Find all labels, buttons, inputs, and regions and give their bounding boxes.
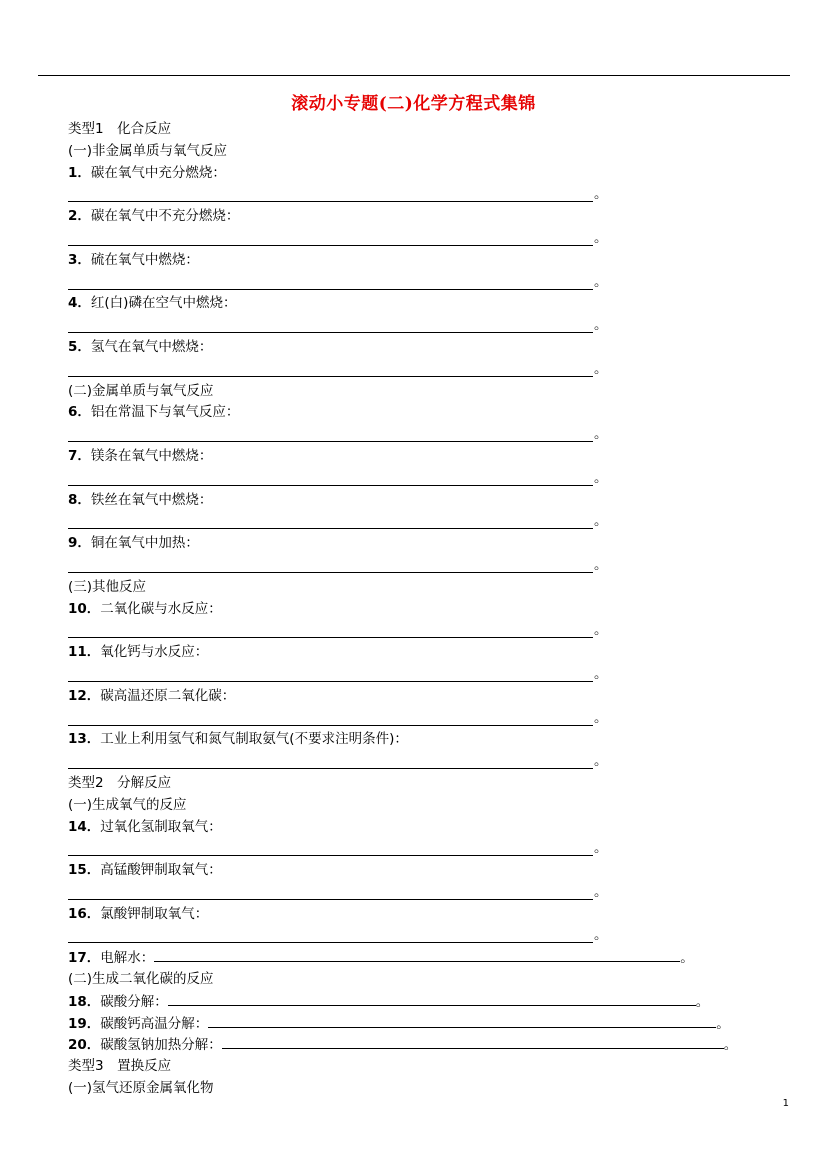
question-number: 16． xyxy=(68,905,101,922)
inline-question xyxy=(68,947,768,969)
period-mark: 。 xyxy=(594,317,608,334)
section-heading: 类型1 化合反应 xyxy=(68,121,172,137)
question-prompt xyxy=(68,293,768,315)
question-text: 碳在氧气中充分燃烧： xyxy=(90,164,226,181)
answer-line[interactable] xyxy=(68,841,593,856)
question-prompt xyxy=(68,490,768,512)
section-heading: (三)其他反应 xyxy=(68,578,147,595)
question-text: 镁条在氧气中燃烧： xyxy=(90,447,213,464)
answer-line[interactable] xyxy=(222,1034,724,1049)
section-heading: (一)生成氧气的反应 xyxy=(68,796,187,813)
question-number: 11． xyxy=(68,644,101,661)
question-text: 高锰酸钾制取氧气： xyxy=(100,862,222,879)
question-number: 13． xyxy=(68,731,101,748)
section-heading: 类型2 分解反应 xyxy=(68,774,172,791)
question-prompt xyxy=(68,250,768,272)
question-prompt xyxy=(68,729,768,751)
answer-line[interactable] xyxy=(68,231,593,246)
period-mark: 。 xyxy=(716,1015,730,1032)
question-number: 9． xyxy=(68,535,91,552)
question-prompt xyxy=(68,206,768,228)
answer-blank xyxy=(68,272,768,294)
section-heading: (二)金属单质与氧气反应 xyxy=(68,382,214,399)
section-heading: (二)生成二氧化碳的反应 xyxy=(68,971,214,988)
question-text: 铜在氧气中加热： xyxy=(90,535,199,552)
answer-blank xyxy=(68,838,768,860)
question-prompt xyxy=(68,817,768,839)
question-text: 氧化钙与水反应： xyxy=(100,644,209,661)
period-mark: 。 xyxy=(594,665,608,682)
question-number: 10． xyxy=(68,600,101,617)
period-mark: 。 xyxy=(594,556,608,573)
question-prompt xyxy=(68,533,768,555)
period-mark: 。 xyxy=(594,469,608,486)
question-text: 铁丝在氧气中燃烧： xyxy=(90,491,213,508)
question-prompt xyxy=(68,446,768,468)
page-title: 滚动小专题(二)化学方程式集锦 xyxy=(291,94,536,114)
answer-blank xyxy=(68,882,768,904)
question-text: 碳酸氢钠加热分解： xyxy=(100,1037,222,1054)
answer-line[interactable] xyxy=(68,471,593,486)
period-mark: 。 xyxy=(594,273,608,290)
answer-blank xyxy=(68,925,768,947)
answer-blank xyxy=(68,184,768,206)
answer-line[interactable] xyxy=(68,427,593,442)
answer-blank xyxy=(68,511,768,533)
answer-blank xyxy=(68,664,768,686)
answer-blank xyxy=(68,708,768,730)
answer-blank xyxy=(68,424,768,446)
question-text: 碳在氧气中不充分燃烧： xyxy=(90,208,240,225)
question-prompt xyxy=(68,686,768,708)
answer-line[interactable] xyxy=(68,667,593,682)
question-number: 15． xyxy=(68,862,101,879)
question-number: 17． xyxy=(68,950,101,967)
answer-blank xyxy=(68,751,768,773)
question-prompt xyxy=(68,402,768,424)
period-mark: 。 xyxy=(594,360,608,377)
period-mark: 。 xyxy=(594,186,608,203)
answer-blank xyxy=(68,315,768,337)
answer-blank xyxy=(68,620,768,642)
question-text: 硫在氧气中燃烧： xyxy=(90,251,199,268)
period-mark: 。 xyxy=(594,927,608,944)
period-mark: 。 xyxy=(594,709,608,726)
section-heading: (一)氢气还原金属氧化物 xyxy=(68,1080,214,1097)
period-mark: 。 xyxy=(594,229,608,246)
period-mark: 。 xyxy=(594,513,608,530)
worksheet-body xyxy=(68,119,768,1100)
period-mark: 。 xyxy=(695,993,710,1010)
question-number: 7． xyxy=(68,447,91,464)
question-number: 4． xyxy=(68,295,91,312)
question-number: 8． xyxy=(68,491,91,508)
question-number: 1． xyxy=(68,164,91,181)
page-number: 1 xyxy=(782,1098,789,1109)
period-mark: 。 xyxy=(594,753,608,770)
period-mark: 。 xyxy=(594,840,608,857)
question-text: 电解水： xyxy=(100,950,155,967)
question-text: 碳酸钙高温分解： xyxy=(100,1015,209,1032)
question-prompt xyxy=(68,337,768,359)
question-number: 18． xyxy=(68,993,101,1010)
answer-blank xyxy=(68,468,768,490)
question-number: 5． xyxy=(68,338,91,355)
question-prompt xyxy=(68,163,768,185)
period-mark: 。 xyxy=(594,426,608,443)
question-text: 二氧化碳与水反应： xyxy=(100,600,222,617)
question-text: 碳高温还原二氧化碳： xyxy=(100,687,236,704)
question-text: 铝在常温下与氧气反应： xyxy=(90,404,240,421)
answer-line[interactable] xyxy=(68,514,593,529)
inline-question xyxy=(68,991,768,1013)
answer-blank xyxy=(68,228,768,250)
answer-line[interactable] xyxy=(154,947,680,962)
question-text: 过氧化氢制取氧气： xyxy=(100,818,222,835)
question-prompt xyxy=(68,599,768,621)
question-number: 19． xyxy=(68,1015,101,1032)
question-number: 6． xyxy=(68,404,91,421)
answer-line[interactable] xyxy=(68,558,593,573)
question-number: 12． xyxy=(68,687,101,704)
inline-question xyxy=(68,1034,768,1056)
header-rule xyxy=(38,75,790,76)
question-prompt xyxy=(68,904,768,926)
question-number: 14． xyxy=(68,818,101,835)
question-text: 红(白)磷在空气中燃烧： xyxy=(90,295,237,312)
question-number: 20． xyxy=(68,1037,101,1054)
answer-line[interactable] xyxy=(68,362,593,377)
answer-line[interactable] xyxy=(68,275,593,290)
answer-line[interactable] xyxy=(68,711,593,726)
answer-blank xyxy=(68,555,768,577)
inline-question xyxy=(68,1013,768,1035)
question-prompt xyxy=(68,642,768,664)
question-number: 2． xyxy=(68,208,91,225)
period-mark: 。 xyxy=(594,622,608,639)
section-heading: 类型3 置换反应 xyxy=(68,1058,172,1075)
question-number: 3． xyxy=(68,251,91,268)
question-text: 氯酸钾制取氧气： xyxy=(100,905,209,922)
answer-line[interactable] xyxy=(208,1013,716,1028)
answer-line[interactable] xyxy=(168,991,696,1006)
answer-line[interactable] xyxy=(68,928,593,943)
answer-line[interactable] xyxy=(68,754,593,769)
question-text: 碳酸分解： xyxy=(100,993,168,1010)
question-text: 氢气在氧气中燃烧： xyxy=(90,338,213,355)
period-mark: 。 xyxy=(680,950,694,967)
answer-blank xyxy=(68,359,768,381)
answer-line[interactable] xyxy=(68,885,593,900)
question-text: 工业上利用氢气和氮气制取氨气(不要求注明条件)： xyxy=(100,731,408,748)
answer-line[interactable] xyxy=(68,187,593,202)
question-prompt xyxy=(68,860,768,882)
answer-line[interactable] xyxy=(68,318,593,333)
period-mark: 。 xyxy=(594,883,608,900)
section-heading: (一)非金属单质与氧气反应 xyxy=(68,142,228,159)
answer-line[interactable] xyxy=(68,623,593,638)
period-mark: 。 xyxy=(723,1037,738,1054)
